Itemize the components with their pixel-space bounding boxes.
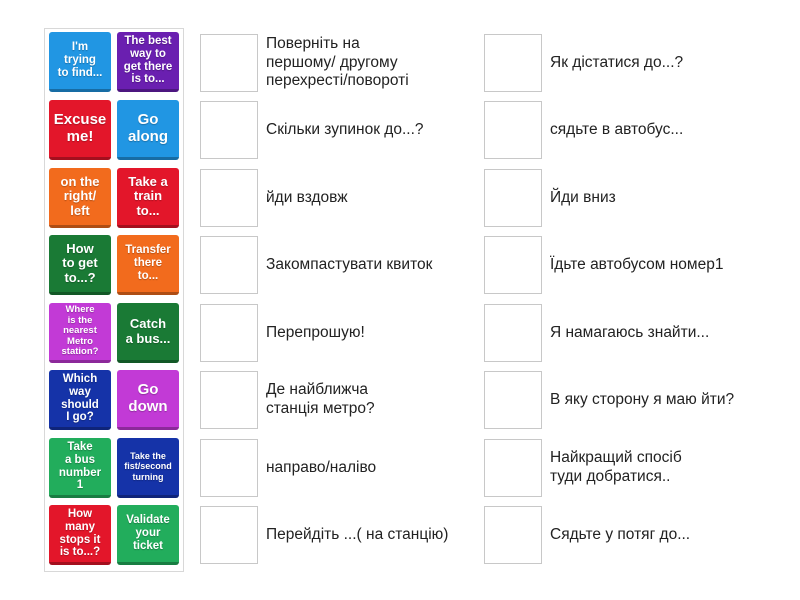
tile-go-along[interactable]: Go along xyxy=(117,100,179,160)
tile-transfer-there[interactable]: Transfer there to... xyxy=(117,235,179,295)
prompt-text: Де найближча станція метро? xyxy=(266,381,375,417)
tile-how-many-stops[interactable]: How many stops it is to...? xyxy=(49,505,111,565)
match-row-left-6 xyxy=(200,371,375,429)
match-row-left-2 xyxy=(200,101,424,159)
drop-target[interactable] xyxy=(200,236,258,294)
prompt-text: Перейдіть ...( на станцію) xyxy=(266,525,449,543)
tile-take-the-turning[interactable]: Take the fist/second turning xyxy=(117,438,179,498)
tile-catch-a-bus[interactable]: Catch a bus... xyxy=(117,303,179,363)
match-row-right-1 xyxy=(484,34,683,92)
match-row-right-4 xyxy=(484,236,723,294)
tile-nearest-metro-station[interactable]: Where is the nearest Metro station? xyxy=(49,303,111,363)
prompt-text: Я намагаюсь знайти... xyxy=(550,323,710,341)
match-row-right-3 xyxy=(484,169,616,227)
prompt-text: Йди вниз xyxy=(550,188,616,206)
prompt-text: Скільки зупинок до...? xyxy=(266,120,424,138)
prompt-text: Найкращий спосіб туди добратися.. xyxy=(550,449,682,485)
match-row-left-1 xyxy=(200,34,409,92)
tile-panel xyxy=(44,28,184,572)
match-row-right-8 xyxy=(484,506,690,564)
match-row-left-5 xyxy=(200,304,365,362)
tile-which-way-should-i-go[interactable]: Which way should I go? xyxy=(49,370,111,430)
drop-target[interactable] xyxy=(484,236,542,294)
tile-go-down[interactable]: Go down xyxy=(117,370,179,430)
match-row-right-2 xyxy=(484,101,683,159)
drop-target[interactable] xyxy=(200,169,258,227)
drop-target[interactable] xyxy=(200,34,258,92)
drop-target[interactable] xyxy=(200,371,258,429)
prompt-text: йди вздовж xyxy=(266,188,348,206)
drop-target[interactable] xyxy=(484,304,542,362)
prompt-text: Їдьте автобусом номер1 xyxy=(550,255,724,273)
prompt-text: Перепрошую! xyxy=(266,323,365,341)
tile-im-trying-to-find[interactable]: I'm trying to find... xyxy=(49,32,111,92)
match-row-left-7 xyxy=(200,439,376,497)
tile-how-to-get-to[interactable]: How to get to...? xyxy=(49,235,111,295)
prompt-text: Поверніть на першому/ другому перехресті/повороті xyxy=(266,35,409,90)
prompt-text: Закомпастувати квиток xyxy=(266,255,433,273)
tile-excuse-me[interactable]: Excuse me! xyxy=(49,100,111,160)
prompt-text: сядьте в автобус... xyxy=(550,120,684,138)
drop-target[interactable] xyxy=(200,439,258,497)
tile-validate-your-ticket[interactable]: Validate your ticket xyxy=(117,505,179,565)
drop-target[interactable] xyxy=(200,506,258,564)
match-row-left-4 xyxy=(200,236,432,294)
drop-target[interactable] xyxy=(484,169,542,227)
drop-target[interactable] xyxy=(484,506,542,564)
match-row-right-6 xyxy=(484,371,734,429)
drop-target[interactable] xyxy=(200,101,258,159)
drop-target[interactable] xyxy=(484,371,542,429)
prompt-text: В яку сторону я маю йти? xyxy=(550,390,735,408)
tile-take-a-train[interactable]: Take a train to... xyxy=(117,168,179,228)
drop-target[interactable] xyxy=(484,439,542,497)
prompt-text: Як дістатися до...? xyxy=(550,53,684,71)
drop-target[interactable] xyxy=(200,304,258,362)
drop-target[interactable] xyxy=(484,34,542,92)
match-row-left-3 xyxy=(200,169,348,227)
tile-take-bus-number-1[interactable]: Take a bus number 1 xyxy=(49,438,111,498)
drop-target[interactable] xyxy=(484,101,542,159)
match-row-right-7 xyxy=(484,439,682,497)
tile-best-way-to-get-there[interactable]: The best way to get there is to... xyxy=(117,32,179,92)
tile-on-the-right-left[interactable]: on the right/ left xyxy=(49,168,111,228)
match-row-right-5 xyxy=(484,304,709,362)
prompt-text: Сядьте у потяг до... xyxy=(550,525,691,543)
match-row-left-8 xyxy=(200,506,448,564)
prompt-text: направо/наліво xyxy=(266,458,377,476)
